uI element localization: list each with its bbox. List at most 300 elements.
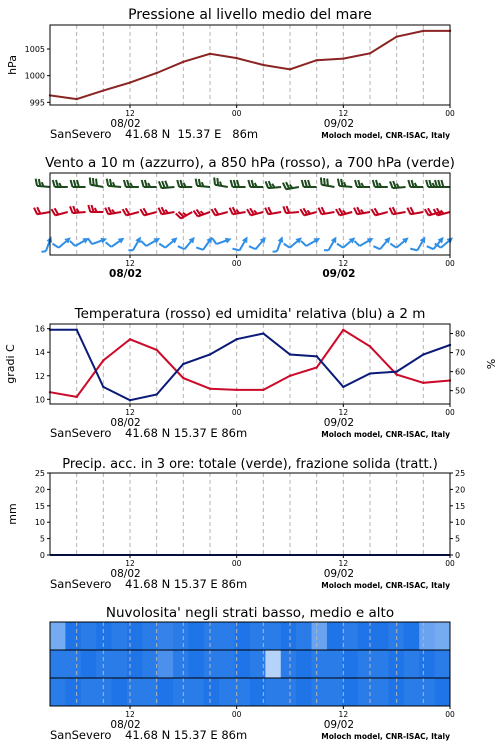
y-tick-label: 0 [40,551,45,560]
cloud-cell [81,650,97,678]
wind-barb [231,180,246,187]
temp-title: Temperatura (rosso) ed umidita' relativa (blu) a 2 m [74,306,426,322]
date-label: 09/02 [324,417,354,429]
wind-barb-feather [301,241,306,246]
wind-barb-feather [199,179,200,186]
wind-panel [34,155,455,280]
wind-barb-feather [410,207,413,214]
wind-barb [53,180,68,187]
wind-barb-feather [39,179,40,186]
cloud-cell [419,622,435,650]
wind-barb [105,207,121,214]
x-tick-label: 00 [232,259,242,268]
cloud-cell [173,678,189,706]
cloud-cell [373,622,389,650]
precip-ylabel: mm [6,503,19,524]
wind-barb-feather [106,242,112,247]
wind-barb-feather [390,181,393,188]
cloud-cell [81,678,97,706]
date-label: 09/02 [324,568,354,580]
coords-label: 41.68 N 15.37 E 86m [125,127,258,141]
cloud-cell [296,622,312,650]
wind-barb-feather [322,207,325,214]
x-tick-label: 00 [232,408,242,417]
y-tick-label: 15 [455,502,465,511]
y-tick-label: 20 [35,485,45,494]
wind-barb [53,237,71,247]
x-tick-label: 12 [125,259,135,268]
y-tick-label: 60 [455,368,465,377]
wind-barb [36,179,50,187]
cloud-cell [127,622,143,650]
wind-barb [41,236,52,252]
wind-barb-feather [232,249,239,251]
pressure-footer [50,127,450,141]
wind-barb-feather [376,180,378,187]
cloud-cell [50,622,66,650]
wind-barb-feather [390,208,393,215]
cloud-cell [358,678,374,706]
wind-barb [194,209,210,216]
wind-barb-feather [93,178,94,185]
wind-barb [158,207,174,214]
coords-label: 41.68 N 15.37 E 86m [125,577,247,591]
wind-barb [302,180,317,187]
wind-barb-feather [158,208,161,215]
credit-label: Moloch model, CNR-ISAC, Italy [321,430,450,439]
wind-barb-feather [53,244,59,248]
cloud-cell [188,678,204,706]
wind-barb-feather [268,207,271,214]
x-tick-label: 12 [339,259,349,268]
cloud-cell [327,650,343,678]
y-tick-label: 1005 [25,45,45,54]
y-tick-label: 25 [455,469,465,478]
wind-barb [324,237,336,251]
x-tick-label: 00 [445,408,455,417]
cloud-cell [373,678,389,706]
y-tick-label: 25 [35,469,45,478]
wind-barb-feather [88,238,92,244]
precip-title: Precip. acc. in 3 ore: totale (verde), frazione solida (tratt.) [62,457,438,472]
x-tick-label: 12 [125,559,135,568]
wind-barb-feather [73,206,76,213]
wind-barb-feather [249,246,256,249]
wind-barb-feather [438,180,440,187]
cloud-cell [127,650,143,678]
wind-barb [212,238,231,244]
wind-barb-feather [337,244,343,248]
cloud-cell [419,650,435,678]
wind-barb-feather [393,207,396,214]
coords-label: 41.68 N 15.37 E 86m [125,728,247,742]
wind-barb-feather [302,180,304,187]
wind-barb-feather [355,180,357,187]
wind-barb [336,208,352,215]
precip-frame [50,473,450,555]
wind-barb [141,238,160,246]
wind-barb [355,180,370,187]
date-label: 08/02 [110,118,140,130]
x-tick-label: 12 [125,710,135,719]
credit-label: Moloch model, CNR-ISAC, Italy [321,732,450,741]
wind-barb [211,208,227,215]
wind-barb-feather [308,180,310,187]
wind-barb-feather [390,244,396,248]
y-tick-label: 995 [30,98,45,107]
wind-barb-feather [34,208,37,215]
wind-barb [338,179,352,187]
cloud-cell [404,678,420,706]
wind-barb-feather [407,208,410,215]
y-tick-label: 10 [455,518,465,527]
wind-barb-feather [248,180,250,187]
date-label: 09/02 [322,268,355,280]
cloud-cell [81,622,97,650]
wind-barb [354,238,373,246]
station-label: SanSevero [50,577,111,591]
cloud-cell [296,650,312,678]
wind-barb-feather [124,180,126,187]
wind-barb-feather [412,180,414,187]
wind-barb [124,180,139,187]
cloud-cell [112,622,128,650]
wind-barb-feather [373,180,375,187]
y-tick-label: 12 [35,372,45,381]
wind-barb [283,182,299,189]
wind-barb [354,207,370,214]
wind-barb-feather [159,181,162,188]
cloud-cell [435,622,451,650]
wind-barb-feather [196,179,197,186]
y-tick-label: 80 [455,330,465,339]
station-label: SanSevero [50,127,111,141]
x-tick-label: 00 [445,109,455,118]
wind-barb-feather [410,249,417,251]
wind-barb-feather [354,208,357,215]
cloud-cell [204,650,220,678]
wind-barb [70,238,89,246]
wind-barb-feather [96,179,97,186]
y-tick-label: 50 [455,387,465,396]
wind-barb-feather [287,206,290,213]
wind-barb [106,238,125,247]
wind-barb-feather [393,181,396,188]
wind-barb-feather [70,206,73,213]
wind-barb [266,181,282,188]
pressure-panel [6,7,455,141]
wind-barb [337,237,355,247]
cloud-cell [127,678,143,706]
cloud-panel [50,605,455,742]
cloud-cell [142,650,158,678]
cloud-cell [158,622,174,650]
wind-barb-feather [237,180,239,187]
wind-barb-feather [110,179,111,186]
x-tick-label: 12 [339,109,349,118]
cloud-cell [204,622,220,650]
wind-barb [177,180,192,187]
wind-barb-feather [183,213,187,215]
wind-barb [159,181,175,188]
wind-barb-feather [141,241,146,246]
cloud-cell [188,622,204,650]
wind-barb [248,180,263,187]
cloud-cell [219,678,235,706]
wind-barb-feather [435,180,437,187]
wind-barb-feather [56,180,58,187]
wind-title: Vento a 10 m (azzurro), a 850 hPa (rosso), a 700 hPa (verde) [45,155,455,171]
cloud-cell [342,678,358,706]
wind-barb-feather [441,210,444,213]
wind-barb-feather [88,205,90,212]
wind-barb [232,237,247,251]
credit-label: Moloch model, CNR-ISAC, Italy [321,581,450,590]
cloud-cell [173,622,189,650]
wind-barb-feather [165,181,168,188]
wind-barb [71,180,86,187]
cloud-cell [358,650,374,678]
coords-label: 41.68 N 15.37 E 86m [125,426,247,440]
wind-barb-feather [107,179,108,186]
wind-barb-feather [127,180,129,187]
wind-barb-feather [145,180,147,187]
wind-barb [107,179,121,187]
y-tick-label: 14 [35,348,45,357]
cloud-cell [50,650,66,678]
wind-barb [90,178,104,187]
wind-barb [273,236,284,252]
wind-barb-feather [196,247,203,249]
wind-barb-feather [357,207,360,214]
wind-barb-feather [162,181,165,188]
wind-barb-feather [220,182,221,186]
wind-barb [390,237,408,247]
cloud-cell [173,650,189,678]
cloud-cell [312,622,328,650]
cloud-cell [342,622,358,650]
x-tick-label: 12 [339,559,349,568]
cloud-cell [327,678,343,706]
wind-barb-feather [441,180,443,187]
wind-barb-feather [373,246,380,249]
cloud-cell [158,678,174,706]
cloud-cell [188,650,204,678]
wind-barb-feather [177,180,179,187]
pressure-frame [50,25,450,105]
wind-barb [214,178,228,187]
x-tick-label: 00 [445,710,455,719]
wind-barb-feather [71,180,73,187]
wind-barb-feather [217,178,218,185]
wind-barb-feather [162,207,165,214]
wind-barb-feather [234,180,236,187]
cloud-cell [65,650,81,678]
wind-barb [435,180,450,187]
cloud-cell [65,622,81,650]
y-tick-label: 5 [455,535,460,544]
wind-barb-feather [338,179,339,186]
wind-barb-feather [273,251,277,252]
wind-barb-feather [408,180,410,187]
wind-barb [178,237,195,249]
wind-barb [284,237,302,247]
date-label: 08/02 [110,568,140,580]
cloud-cell [96,650,112,678]
wind-barb-feather [427,246,434,249]
wind-barb [390,207,406,214]
wind-barb-feather [37,207,40,214]
pressure-title: Pressione al livello medio del mare [128,7,372,23]
wind-barb-feather [318,208,321,215]
x-tick-label: 00 [232,710,242,719]
wind-barb-feather [70,241,75,246]
cloud-cell [50,678,66,706]
wind-barb-feather [159,244,165,248]
wind-barb-feather [283,206,286,213]
wind-barb [142,180,157,187]
wind-barb-feather [252,180,254,187]
cloud-title: Nuvolosita' negli strati basso, medio e alto [106,605,394,621]
wind-barb-feather [74,180,76,187]
y-tick-label: 10 [35,518,45,527]
y-tick-label: 5 [40,535,45,544]
cloud-cell [404,622,420,650]
wind-barb-feather [92,205,94,212]
cloud-cell [281,650,297,678]
wind-barb [321,178,335,187]
cloud-cell [373,650,389,678]
wind-barb-feather [269,181,272,188]
wind-barb-feather [354,241,359,246]
date-label: 09/02 [324,118,354,130]
wind-barb-feather [201,211,204,214]
x-tick-label: 00 [445,559,455,568]
pressure-ylabel: hPa [6,55,19,75]
wind-barb [434,208,450,215]
wind-barb-feather [327,179,328,186]
wind-barb-feather [321,178,322,185]
cloud-cell [219,622,235,650]
wind-barb [140,208,156,215]
wind-barb-feather [233,207,236,214]
wind-barb [196,179,210,187]
wind-barb-feather [142,180,144,187]
credit-label: Moloch model, CNR-ISAC, Italy [321,131,450,140]
wind-barb-feather [324,178,325,185]
wind-barb [373,237,390,249]
wind-barb-feather [286,182,289,189]
cloud-cell [265,678,281,706]
x-tick-label: 00 [445,259,455,268]
y-tick-label: 1000 [25,72,45,81]
date-label: 08/02 [109,268,142,280]
cloud-cell [404,650,420,678]
wind-barb-feather [305,180,307,187]
wind-barb-feather [343,210,346,213]
x-tick-label: 12 [339,710,349,719]
date-label: 09/02 [324,719,354,731]
precip-panel [6,457,465,591]
cloud-cell [265,622,281,650]
wind-barb-feather [36,179,37,186]
cloud-cell [142,622,158,650]
wind-barb [371,208,387,215]
station-label: SanSevero [50,728,111,742]
cloud-cell [142,678,158,706]
wind-barb-feather [358,180,360,187]
x-tick-label: 12 [125,109,135,118]
wind-barb [390,181,406,188]
x-tick-label: 00 [232,109,242,118]
y-tick-label: 70 [455,349,465,358]
wind-barb-feather [212,238,216,244]
wind-barb-feather [108,207,111,214]
wind-barb [88,205,103,212]
y-tick-label: 16 [35,325,45,334]
cloud-cell [281,622,297,650]
cloud-cell [265,650,281,678]
wind-barb [301,238,320,246]
wind-barb-feather [53,180,55,187]
wind-barb-feather [105,208,108,215]
wind-barb [373,180,388,187]
pressure-line [50,31,450,99]
cloud-cell [96,678,112,706]
wind-barb [318,207,334,214]
wind-barb [88,238,107,244]
cloud-cell [158,650,174,678]
cloud-cell [435,650,451,678]
cloud-cell [112,650,128,678]
cloud-cell [219,650,235,678]
cloud-cell [435,678,451,706]
wind-barb-feather [307,210,310,213]
wind-barb-feather [341,179,342,186]
wind-barb-feather [266,181,269,188]
wind-barb-feather [230,208,233,215]
wind-barb-feather [284,244,290,248]
humidity-ylabel: % [484,359,497,369]
cloud-cell [312,678,328,706]
wind-barb-feather [214,178,215,185]
cloud-cell [281,678,297,706]
wind-barb-feather [77,180,79,187]
cloud-cell [419,678,435,706]
cloud-cell [312,650,328,678]
wind-barb [123,208,139,215]
wind-barb-feather [429,180,431,187]
wind-barb-feather [254,210,257,213]
wind-barb-feather [231,180,233,187]
wind-barb-feather [265,208,268,215]
x-tick-label: 00 [232,559,242,568]
cloud-cell [204,678,220,706]
x-tick-label: 12 [125,408,135,417]
wind-barb [70,206,86,213]
wind-barb [34,207,50,214]
wind-barb-feather [283,183,286,190]
cloud-cell [96,622,112,650]
wind-barb [265,207,281,214]
wind-barb-feather [90,178,91,185]
cloud-cell [358,622,374,650]
wind-barb [51,208,67,215]
y-tick-label: 0 [455,551,460,560]
cloud-cell [112,678,128,706]
wind-barb [230,207,246,214]
temperature-line [50,330,450,397]
